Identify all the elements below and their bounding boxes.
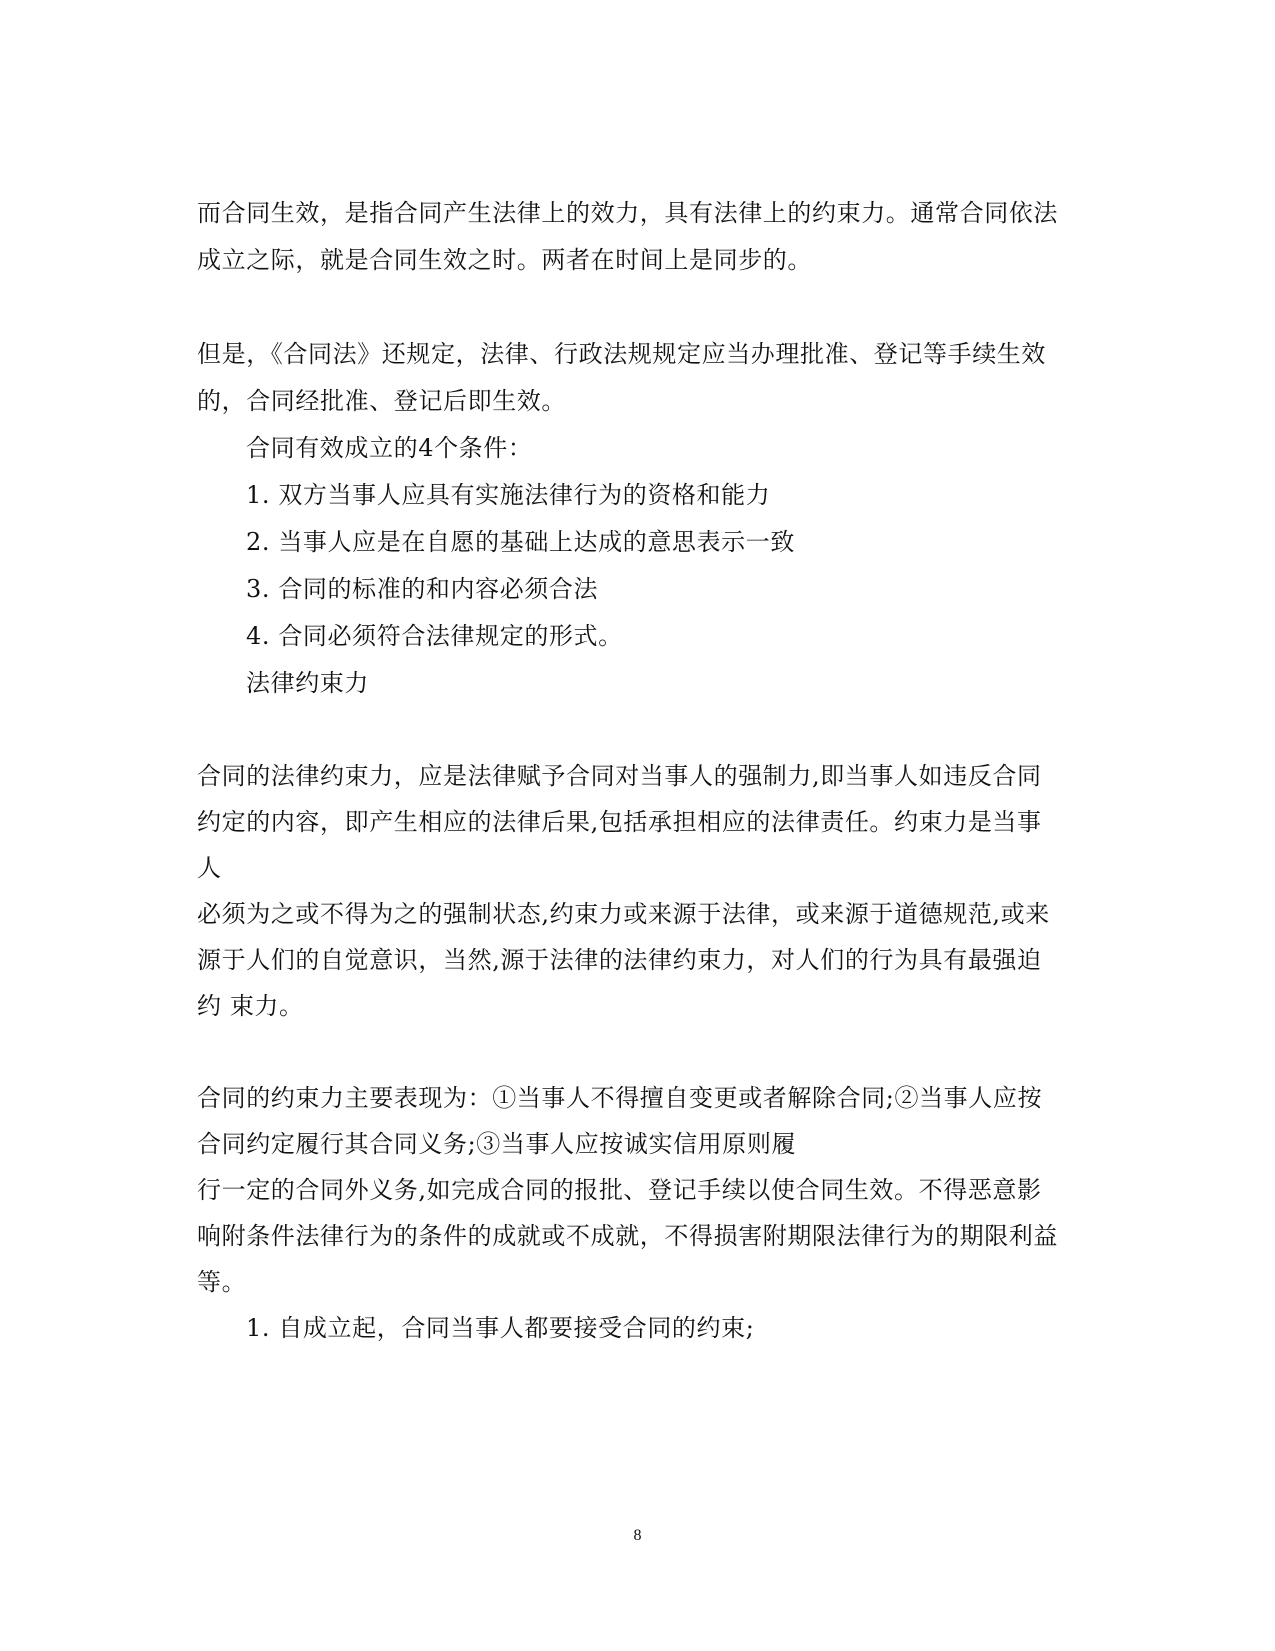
condition-item-2: 2. 当事人应是在自愿的基础上达成的意思表示一致 xyxy=(246,528,795,556)
paragraph-binding-line-2: 约定的内容，即产生相应的法律后果,包括承担相应的法律责任。约束力是当事 xyxy=(197,808,1042,836)
paragraph-manifestation-line-2: 合同约定履行其合同义务;③当事人应按诚实信用原则履 xyxy=(197,1130,797,1158)
paragraph-manifestation-line-3: 行一定的合同外义务,如完成合同的报批、登记手续以使合同生效。不得恶意影 xyxy=(197,1176,1042,1204)
condition-item-4: 4. 合同必须符合法律规定的形式。 xyxy=(246,622,623,650)
paragraph-binding-line-5: 源于人们的自觉意识，当然,源于法律的法律约束力，对人们的行为具有最强迫 xyxy=(197,946,1042,974)
paragraph-manifestation-line-1: 合同的约束力主要表现为：①当事人不得擅自变更或者解除合同;②当事人应按 xyxy=(197,1084,1043,1112)
section-heading-binding-force: 法律约束力 xyxy=(246,669,369,697)
paragraph-manifestation-line-5: 等。 xyxy=(197,1268,247,1296)
paragraph-binding-line-3: 人 xyxy=(197,854,222,882)
paragraph-binding-line-4: 必须为之或不得为之的强制状态,约束力或来源于法律，或来源于道德规范,或来 xyxy=(197,900,1050,928)
conditions-heading: 合同有效成立的4个条件： xyxy=(246,434,533,462)
paragraph-binding-line-1: 合同的法律约束力，应是法律赋予合同对当事人的强制力,即当事人如违反合同 xyxy=(197,762,1042,790)
paragraph-approval-line-2: 的，合同经批准、登记后即生效。 xyxy=(197,387,566,415)
page-number: 8 xyxy=(633,1527,642,1544)
binding-item-1: 1. 自成立起，合同当事人都要接受合同的约束; xyxy=(246,1314,755,1342)
paragraph-binding-line-6: 约 束力。 xyxy=(197,992,304,1020)
paragraph-effect-line-2: 成立之际，就是合同生效之时。两者在时间上是同步的。 xyxy=(197,246,812,274)
paragraph-effect-line-1: 而合同生效，是指合同产生法律上的效力，具有法律上的约束力。通常合同依法 xyxy=(197,199,1058,227)
paragraph-approval-line-1: 但是，《合同法》还规定，法律、行政法规规定应当办理批准、登记等手续生效 xyxy=(197,340,1046,368)
condition-item-1: 1. 双方当事人应具有实施法律行为的资格和能力 xyxy=(246,481,771,509)
condition-item-3: 3. 合同的标准的和内容必须合法 xyxy=(246,575,599,603)
paragraph-manifestation-line-4: 响附条件法律行为的条件的成就或不成就，不得损害附期限法律行为的期限利益 xyxy=(197,1222,1058,1250)
